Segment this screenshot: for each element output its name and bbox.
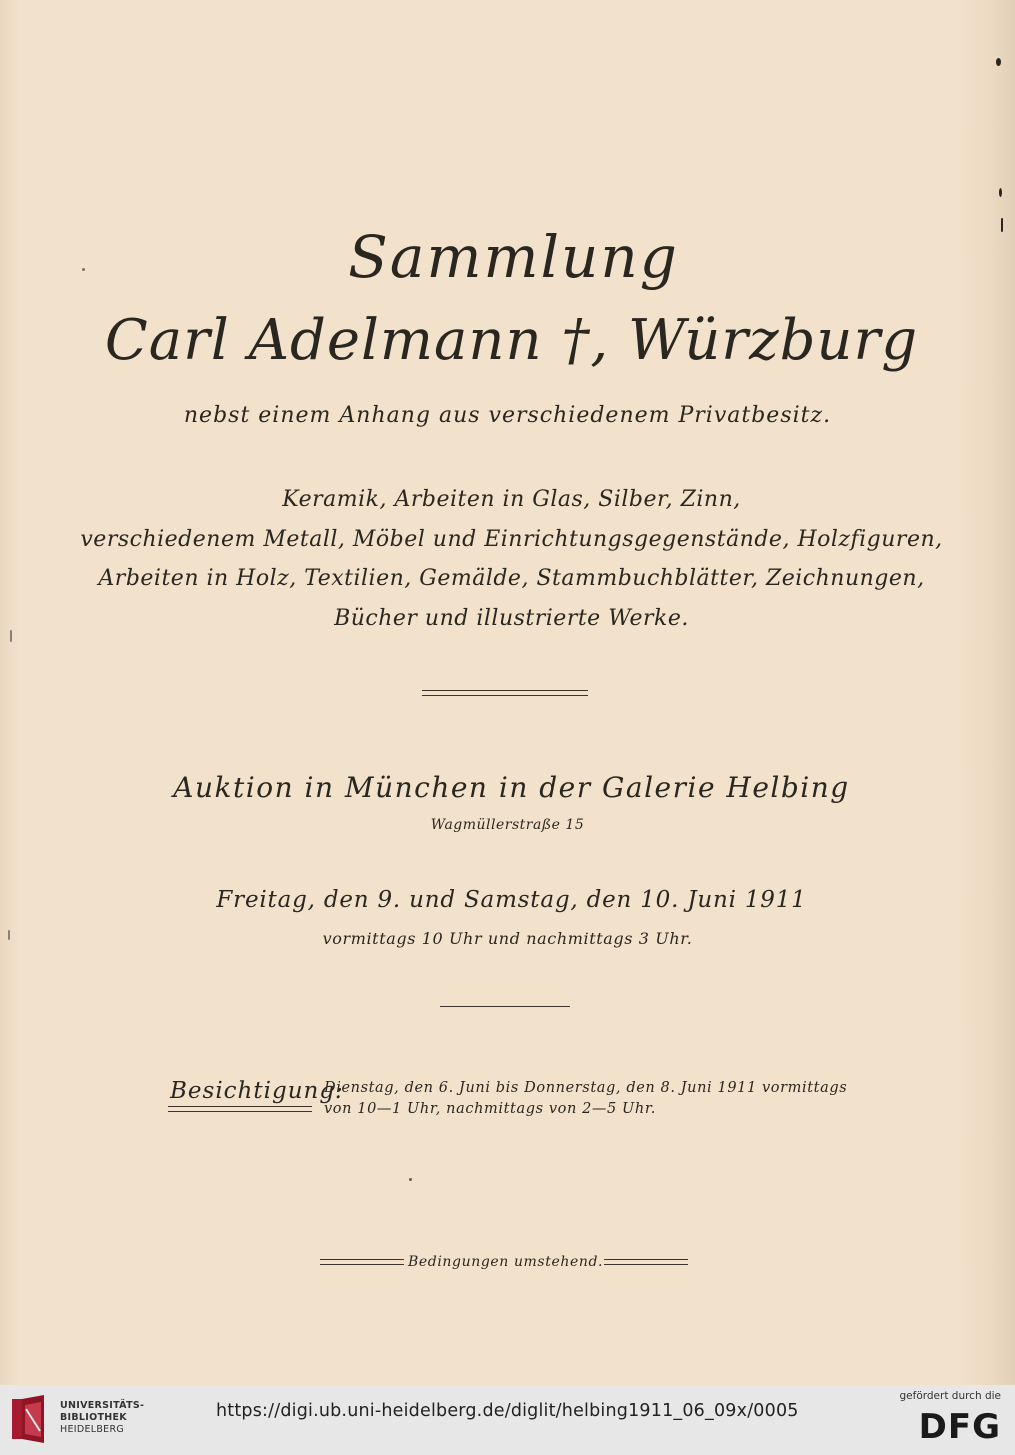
conditions-note (320, 1250, 690, 1274)
page-edge-shadow (955, 0, 1015, 1385)
viewing-details (324, 1078, 847, 1120)
ink-speck (996, 58, 1001, 66)
auction-dates: Freitag, den 9. und Samstag, den 10. Juni 1911 (216, 887, 807, 913)
auction-times: vormittags 10 Uhr und nachmittags 3 Uhr. (322, 929, 693, 948)
library-name-line: HEIDELBERG (60, 1424, 125, 1435)
subtitle: nebst einem Anhang aus verschiedenem Privatbesitz. (183, 403, 832, 428)
contents-line: Bücher und illustrierte Werke. (334, 605, 689, 631)
viewing-line: Dienstag, den 6. Juni bis Donnerstag, den 8. Juni 1911 vormittags (324, 1080, 848, 1096)
divider-double (422, 690, 588, 696)
contents-line: Arbeiten in Holz, Textilien, Gemälde, Stammbuchblätter, Zeichnungen, (98, 566, 925, 591)
viewer-footer (0, 1385, 1015, 1455)
page-edge-shadow-left (0, 0, 20, 1385)
viewing-line: von 10—1 Uhr, nachmittags von 2—5 Uhr. (324, 1101, 656, 1117)
auction-address: Wagmüllerstraße 15 (430, 817, 585, 833)
viewing-label-underline (168, 1106, 312, 1112)
university-library-name (60, 1400, 144, 1436)
contents-line: verschiedenem Metall, Möbel und Einrichtungsgegenstände, Holzfiguren, (80, 526, 943, 552)
funding-text: gefördert durch die (899, 1390, 1001, 1402)
conditions-rule-left (320, 1259, 404, 1265)
permalink-url[interactable]: https://digi.ub.uni-heidelberg.de/diglit/helbing1911_06_09x/0005 (216, 1401, 799, 1421)
conditions-rule-right (604, 1259, 688, 1265)
university-library-logo-icon[interactable] (10, 1393, 50, 1445)
dfg-logo[interactable]: DFG (918, 1407, 1001, 1447)
title-collector: Carl Adelmann †, Würzburg (104, 308, 919, 373)
contents-list (4, 480, 1015, 638)
auction-heading: Auktion in München in der Galerie Helbing (173, 771, 850, 804)
ink-speck (409, 1178, 412, 1181)
divider-single (440, 1006, 570, 1007)
library-name-line: BIBLIOTHEK (60, 1412, 127, 1423)
conditions-text: Bedingungen umstehend. (408, 1254, 604, 1270)
ink-speck (999, 188, 1002, 197)
library-name-line: UNIVERSITÄTS- (60, 1400, 145, 1411)
title-collection: Sammlung (348, 223, 679, 291)
contents-line: Keramik, Arbeiten in Glas, Silber, Zinn, (282, 487, 741, 512)
viewing-label: Besichtigung: (170, 1078, 344, 1104)
